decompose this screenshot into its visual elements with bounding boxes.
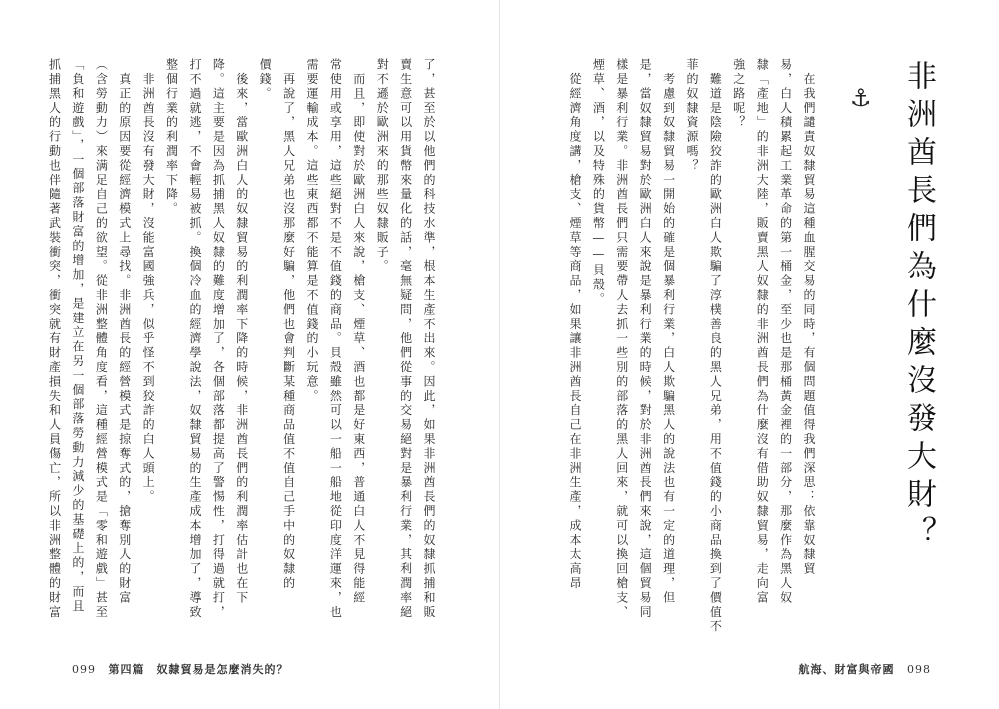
text-column: （含勞動力）來满足自己的欲望。從非洲整體角度看，這種經營模式是「零和遊戲」甚至: [94, 58, 109, 620]
text-column: 賣生意可以用貨幣來量化的話，毫無疑問，他們從事的交易絕對是暴利行業，其利潤率絕: [398, 58, 413, 620]
text-column: 後來，當歐洲白人的奴隸貿易的利潤率下降的時候，非洲酋長們的利潤率估計也在下: [234, 58, 249, 606]
text-column: 真正的原因要從經濟模式上尋找。非洲酋長的經營模式是掠奪式的，搶奪別人的財富: [117, 58, 132, 606]
text-column: 抓捕黑人的行動也伴隨著武裝衝突，衝突就有財產損失和人員傷亡，所以非洲整體的財富: [47, 58, 62, 620]
chapter-title: 非洲酋長們為什麼沒發大財？: [901, 60, 936, 554]
running-head: 第四篇 奴隸貿易是怎麼消失的？: [108, 663, 289, 676]
text-column: 降。這主要是因為抓捕黑人奴隸的難度增加了，各個部落都提高了警惕性，打得過就打，: [211, 58, 226, 620]
text-column: 常使用或享用，這些絕對不是不值錢的商品。貝殼雖然可以一船一船地從印度洋運來，也: [328, 58, 343, 620]
text-column: 打不過就逃，不會輕易被抓。換個冷血的經濟學說法，奴隸貿易的生產成本增加了，導致: [187, 58, 202, 620]
anchor-icon: ⚓: [850, 84, 872, 112]
text-column: 再說了，黑人兄弟也沒那麼好騙，他們也會判斷某種商品值不值自己手中的奴隸的: [281, 58, 296, 591]
text-column: 強之路呢？: [731, 58, 746, 130]
text-column: 樣是暴利行業。非洲酋長們只需要帶人去抓一些別的部落的黑人回來，就可以換回槍支、: [614, 58, 629, 620]
text-column: 在我們譴責奴隸貿易這種血腥交易的同時，有個問題值得我們深思：依靠奴隸貿: [802, 58, 816, 577]
text-column: 對不遜於歐洲來的那些奴隸販子。: [375, 58, 390, 274]
text-column: 從經濟角度講，槍支、煙草等商品，如果讓非洲酋長自己在非洲生產，成本太高昂: [567, 58, 582, 591]
text-column: 非洲酋長沒有發大財，沒能富國強兵，似乎怪不到狡詐的白人頭上。: [141, 58, 156, 505]
text-column: 了，甚至於以他們的科技水準，根本生產不出來。因此，如果非洲酋長們的奴隸抓捕和販: [422, 58, 436, 620]
text-column: 考慮到奴隸貿易一開始的確是個暴利行業，白人欺騙黑人的說法也有一定的道理，但: [661, 58, 676, 606]
text-column: 菲的奴隸資源嗎？: [684, 58, 699, 174]
right-page-footer: [799, 661, 940, 677]
text-column: 易，白人積累起工業革命的第一桶金，至少也是那桶黃金裡的一部分，那麼作為黑人奴: [778, 58, 793, 606]
right-page-body: [568, 58, 820, 638]
text-column: 隸「產地」的非洲大陸，販賣黑人奴隸的非洲酋長們為什麼沒有借助奴隸貿易，走向富: [755, 58, 770, 606]
page-number: 098: [907, 663, 931, 676]
text-column: 難道是陰險狡詐的歐洲白人欺騙了淳樸善良的黑人兄弟，用不值錢的小商品換到了價值不: [708, 58, 723, 634]
text-column: 整個行業的利潤率下降。: [164, 58, 179, 217]
running-head: 航海、財富與帝國: [798, 663, 895, 676]
left-page-body: [47, 58, 440, 638]
text-column: 而且，即使對於歐洲白人來說，槍支、煙草、酒也都是好東西，普通白人不見得能經: [351, 58, 366, 606]
page-gutter: [499, 0, 500, 709]
text-column: 煙草、酒，以及特殊的貨幣——貝殼。: [591, 58, 606, 307]
left-page-footer: [64, 661, 289, 677]
page-number: 099: [72, 663, 96, 676]
text-column: 是，當奴隸貿易對於歐洲白人來說是暴利行業的時候，對於非洲酋長們來說，這個貿易同: [638, 58, 653, 620]
text-column: 價錢。: [258, 58, 273, 102]
text-column: 「負和遊戲」，一個部落財富的增加，是建立在另一個部落勞動力減少的基礎上的，而且: [70, 58, 85, 614]
text-column: 需要運輸成本。這些東西都不能算是不值錢的小玩意。: [304, 58, 319, 404]
